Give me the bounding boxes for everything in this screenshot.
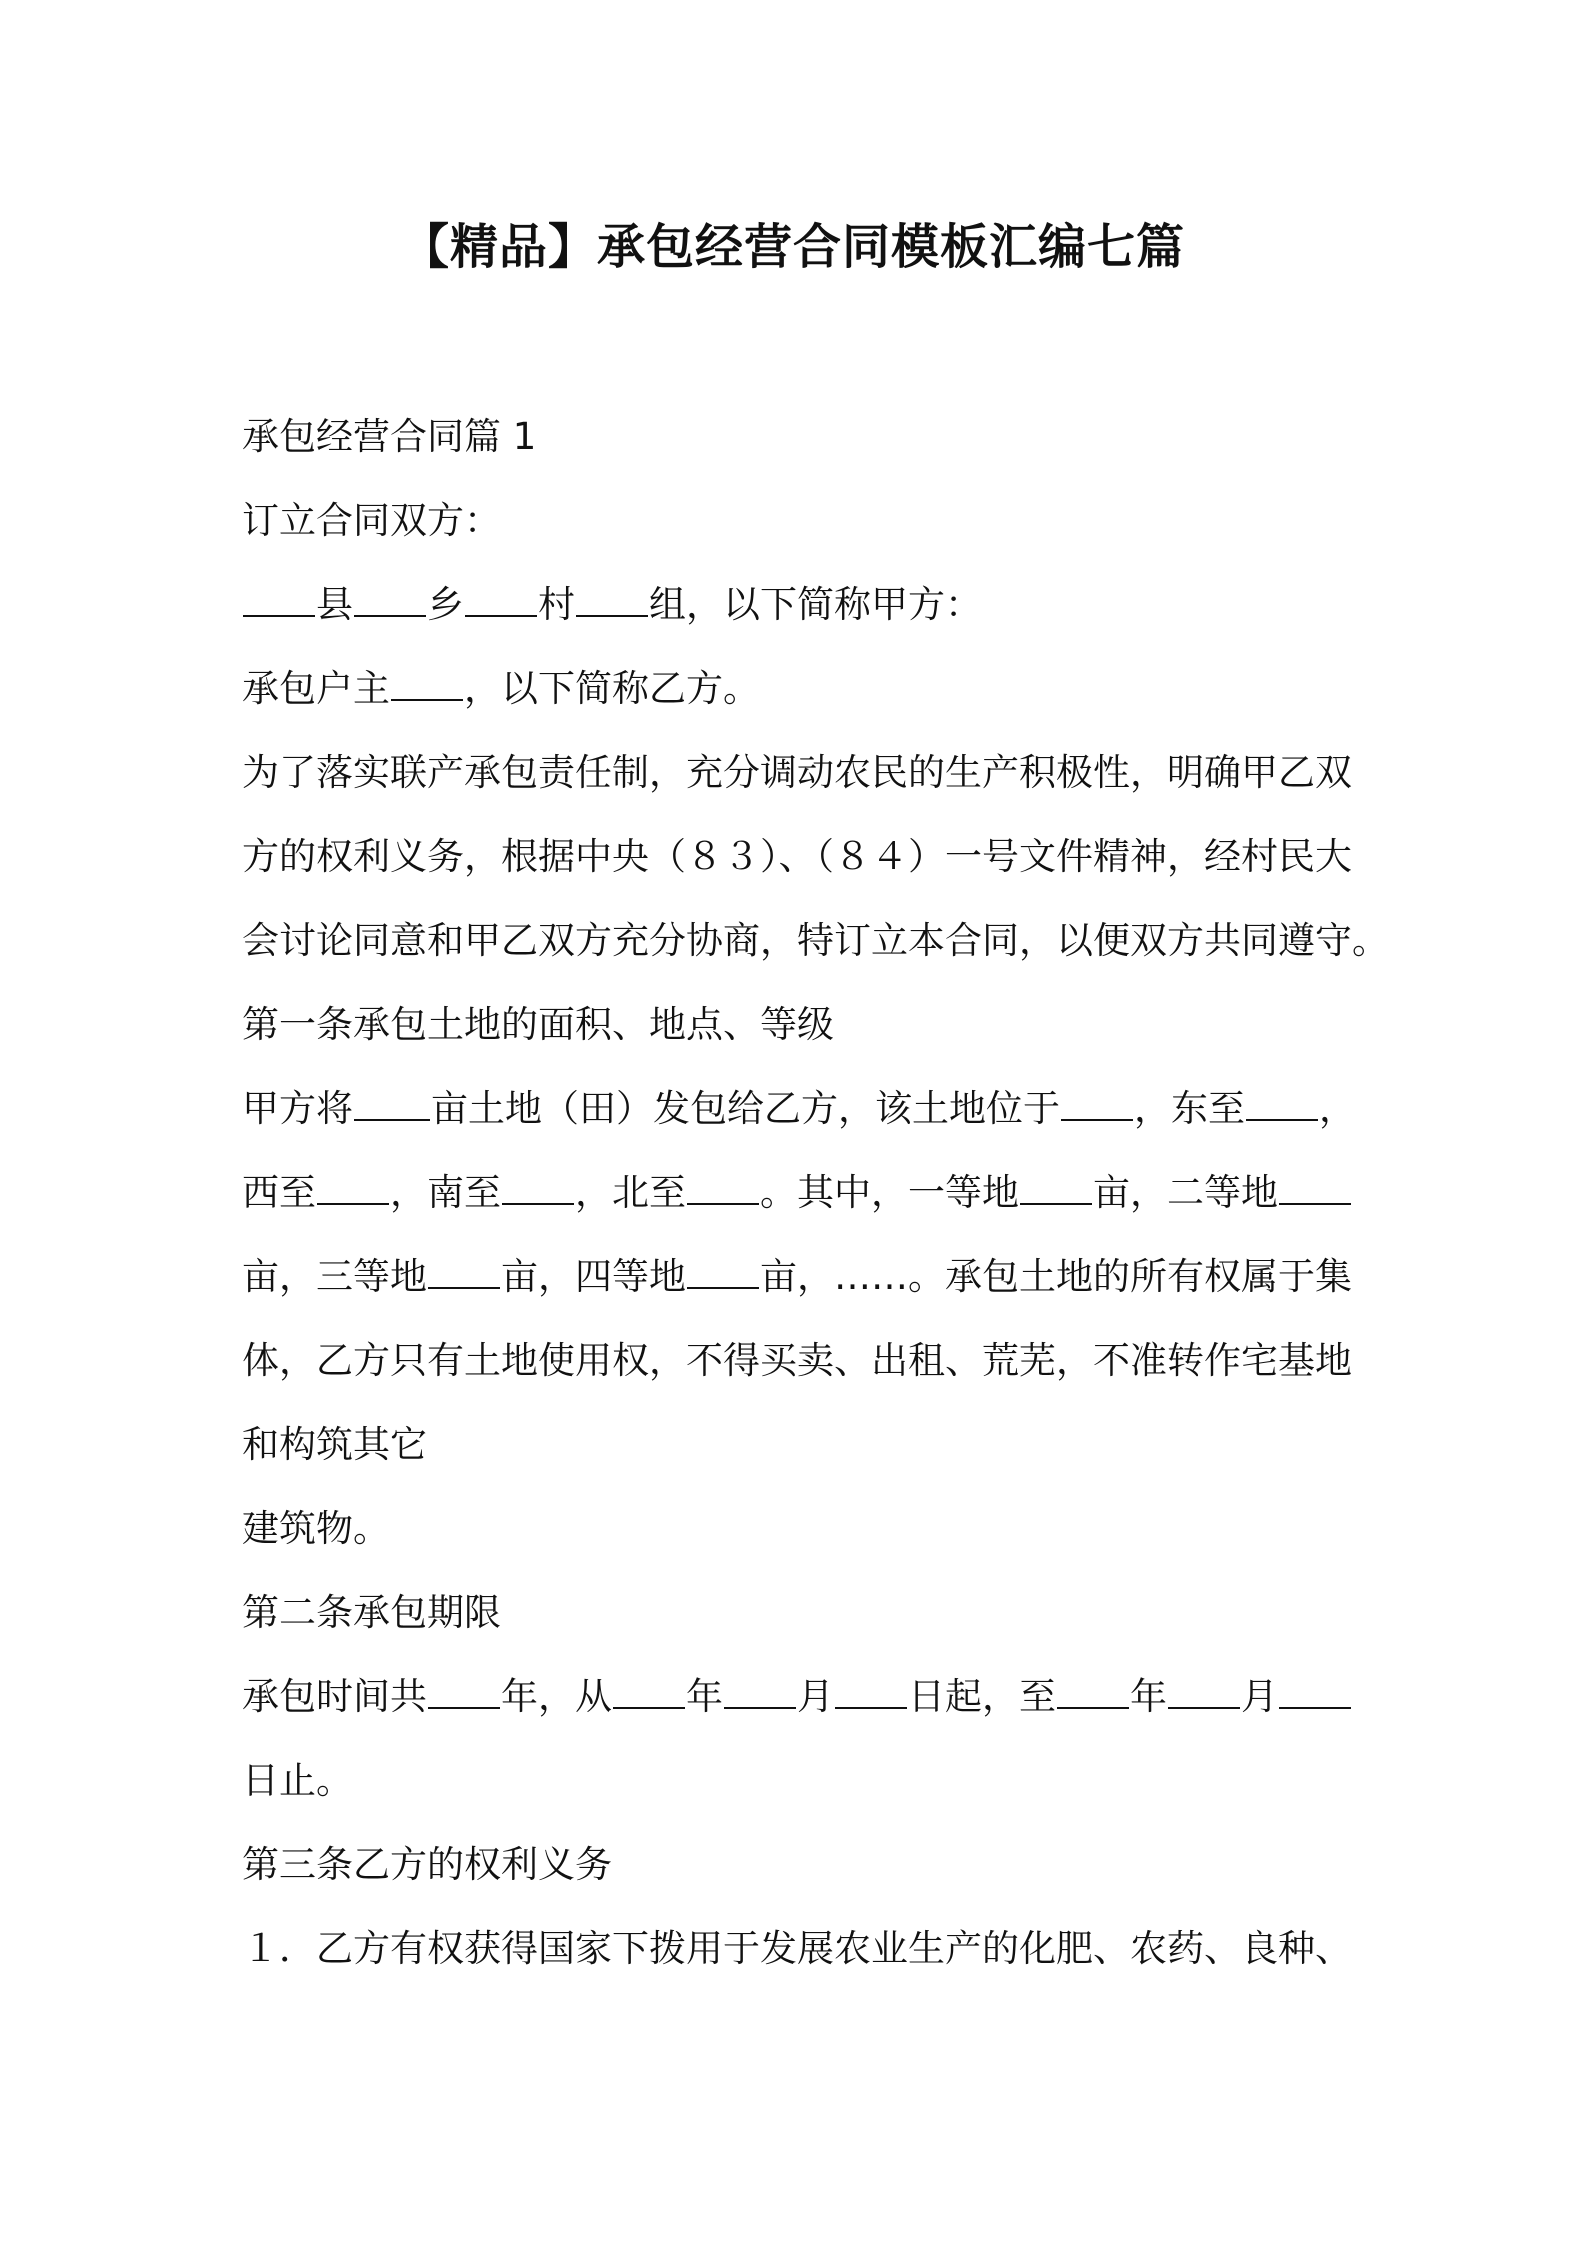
preamble-line-3: 会讨论同意和甲乙双方充分协商，特订立本合同，以便双方共同遵守。 [242,919,1389,962]
text-segment: 月 [1241,1675,1278,1718]
text-segment: 承包户主 [242,667,390,710]
blank-south [502,1167,574,1205]
blank-years [428,1671,500,1709]
blank-area [354,1083,430,1121]
party-b-line [242,663,760,715]
text-segment: ，南至 [390,1171,501,1214]
text-segment: 亩，三等地 [242,1255,427,1298]
text-segment: 年 [686,1675,723,1718]
article-2-line-2: 日止。 [242,1759,353,1802]
blank-east [1246,1083,1318,1121]
blank-grade-3 [428,1251,500,1289]
text-segment: 西至 [242,1171,316,1214]
article-1-line-3 [242,1251,1352,1303]
text-segment: 承包时间共 [242,1675,427,1718]
text-segment: 。其中，一等地 [760,1171,1019,1214]
text-segment: ， [1319,1087,1356,1130]
text-segment: ，北至 [575,1171,686,1214]
blank-township [354,579,426,617]
blank-grade-1 [1020,1167,1092,1205]
article-1-line-5: 和构筑其它 [242,1423,427,1466]
article-1-line-4: 体，乙方只有土地使用权，不得买卖、出租、荒芜，不准转作宅基地 [242,1339,1352,1382]
text-segment: 甲方将 [242,1087,353,1130]
article-2-line-1 [242,1671,1352,1723]
document-title: 【精品】承包经营合同模板汇编七篇 [400,219,1185,275]
preamble-line-2: 方的权利义务，根据中央（８３）、（８４）一号文件精神，经村民大 [242,835,1352,878]
article-1-line-2 [242,1167,1352,1219]
article-3-heading: 第三条乙方的权利义务 [242,1843,612,1886]
text-segment: 县 [316,583,353,626]
blank-west [317,1167,389,1205]
blank-village [465,579,537,617]
text-segment: ，以下简称乙方。 [464,667,760,710]
party-a-line [242,579,982,631]
text-segment: 日起，至 [908,1675,1056,1718]
blank-location [1061,1083,1133,1121]
blank-county [243,579,315,617]
contract-parties-line: 订立合同双方： [242,499,501,542]
text-segment: 年，从 [501,1675,612,1718]
article-2-heading: 第二条承包期限 [242,1591,501,1634]
blank-grade-4 [687,1251,759,1289]
blank-grade-2 [1279,1167,1351,1205]
text-segment: 年 [1130,1675,1167,1718]
preamble-line-1: 为了落实联产承包责任制，充分调动农民的生产积极性，明确甲乙双 [242,751,1352,794]
text-segment: 亩，四等地 [501,1255,686,1298]
section-heading-1: 承包经营合同篇 1 [242,415,537,458]
article-3-item-1: １．乙方有权获得国家下拨用于发展农业生产的化肥、农药、良种、 [242,1927,1352,1970]
text-segment: 组，以下简称甲方： [649,583,982,626]
blank-start-month [724,1671,796,1709]
text-segment: 亩土地（田）发包给乙方，该土地位于 [431,1087,1060,1130]
text-segment: 亩，……。承包土地的所有权属于集 [760,1255,1352,1298]
blank-start-day [835,1671,907,1709]
article-1-line-6: 建筑物。 [242,1507,390,1550]
blank-householder [391,663,463,701]
blank-north [687,1167,759,1205]
text-segment: 亩，二等地 [1093,1171,1278,1214]
text-segment: 村 [538,583,575,626]
blank-group [576,579,648,617]
text-segment: ，东至 [1134,1087,1245,1130]
blank-end-year [1057,1671,1129,1709]
text-segment: 月 [797,1675,834,1718]
blank-start-year [613,1671,685,1709]
blank-end-day [1279,1671,1351,1709]
blank-end-month [1168,1671,1240,1709]
text-segment: 乡 [427,583,464,626]
article-1-line-1 [242,1083,1356,1135]
article-1-heading: 第一条承包土地的面积、地点、等级 [242,1003,834,1046]
